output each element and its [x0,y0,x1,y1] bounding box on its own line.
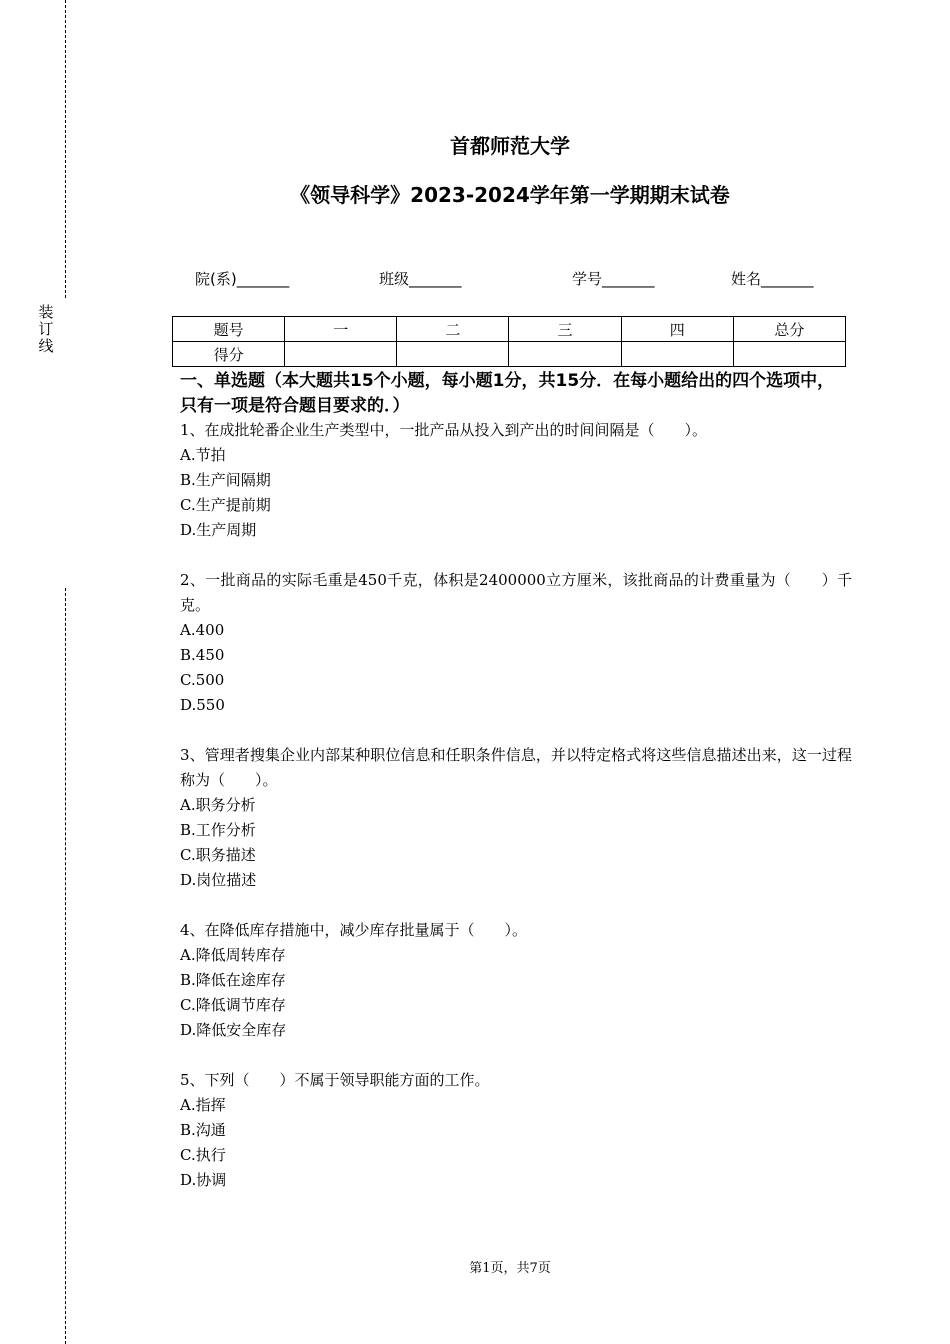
score-table-header-row [173,317,846,342]
score-table-col-3: 三 [509,317,621,342]
question-1 [180,418,852,543]
university-title: 首都师范大学 [450,134,570,158]
option-a[interactable]: A.400 [180,621,225,639]
question-stem: 2、一批商品的实际毛重是450千克，体积是2400000立方厘米，该批商品的计费重量为（ ）千克。 [180,571,852,614]
score-table-col-total: 总分 [733,317,845,342]
option-d[interactable]: D.550 [180,696,225,714]
binding-char: 装 [38,303,54,321]
page-footer: 第1页，共7页 [469,1261,551,1276]
department-field[interactable]: 院(系)_______ [195,270,290,288]
score-cell[interactable] [397,342,509,367]
score-table-col-2: 二 [397,317,509,342]
score-cell[interactable] [285,342,397,367]
score-table-col-4: 四 [621,317,733,342]
binding-char: 订 [38,320,54,338]
score-table [172,316,846,367]
option-c[interactable]: C.职务描述 [180,846,256,864]
option-d[interactable]: D.协调 [180,1171,227,1189]
exam-title: 《领导科学》2023-2024学年第一学期期末试卷 [290,183,730,207]
option-a[interactable]: A.指挥 [180,1096,226,1114]
option-a[interactable]: A.降低周转库存 [180,946,286,964]
score-table-label-question: 题号 [173,317,285,342]
student-id-field[interactable]: 学号_______ [572,270,655,288]
score-cell[interactable] [509,342,621,367]
option-b[interactable]: B.450 [180,646,225,664]
option-c[interactable]: C.降低调节库存 [180,996,286,1014]
option-a[interactable]: A.职务分析 [180,796,256,814]
question-stem: 1、在成批轮番企业生产类型中，一批产品从投入到产出的时间间隔是（ ）。 [180,421,708,439]
option-c[interactable]: C.500 [180,671,225,689]
score-table-col-1: 一 [285,317,397,342]
score-table-label-score: 得分 [173,342,285,367]
question-3 [180,743,852,893]
question-5 [180,1068,852,1193]
question-stem: 4、在降低库存措施中，减少库存批量属于（ ）。 [180,921,528,939]
binding-line-bottom [65,588,66,1344]
score-cell[interactable] [733,342,845,367]
student-info-row [0,268,950,292]
question-2 [180,568,852,718]
class-field[interactable]: 班级_______ [379,270,462,288]
option-b[interactable]: B.工作分析 [180,821,256,839]
section-heading: 一、单选题（本大题共15个小题，每小题1分，共15分．在每小题给出的四个选项中，只有一项是符合题目要求的．） [180,371,835,416]
option-b[interactable]: B.生产间隔期 [180,471,271,489]
score-table-score-row [173,342,846,367]
option-c[interactable]: C.生产提前期 [180,496,271,514]
score-cell[interactable] [621,342,733,367]
binding-label [37,304,55,355]
question-4 [180,918,852,1043]
binding-char: 线 [38,337,54,355]
option-a[interactable]: A.节拍 [180,446,226,464]
option-b[interactable]: B.降低在途库存 [180,971,286,989]
option-c[interactable]: C.执行 [180,1146,226,1164]
option-b[interactable]: B.沟通 [180,1121,226,1139]
option-d[interactable]: D.降低安全库存 [180,1021,287,1039]
question-list [180,418,852,1218]
question-stem: 3、管理者搜集企业内部某种职位信息和任职条件信息，并以特定格式将这些信息描述出来，这一过程称为（ ）。 [180,746,852,789]
name-field[interactable]: 姓名_______ [731,270,814,288]
option-d[interactable]: D.岗位描述 [180,871,257,889]
option-d[interactable]: D.生产周期 [180,521,257,539]
question-stem: 5、下列（ ）不属于领导职能方面的工作。 [180,1071,490,1089]
